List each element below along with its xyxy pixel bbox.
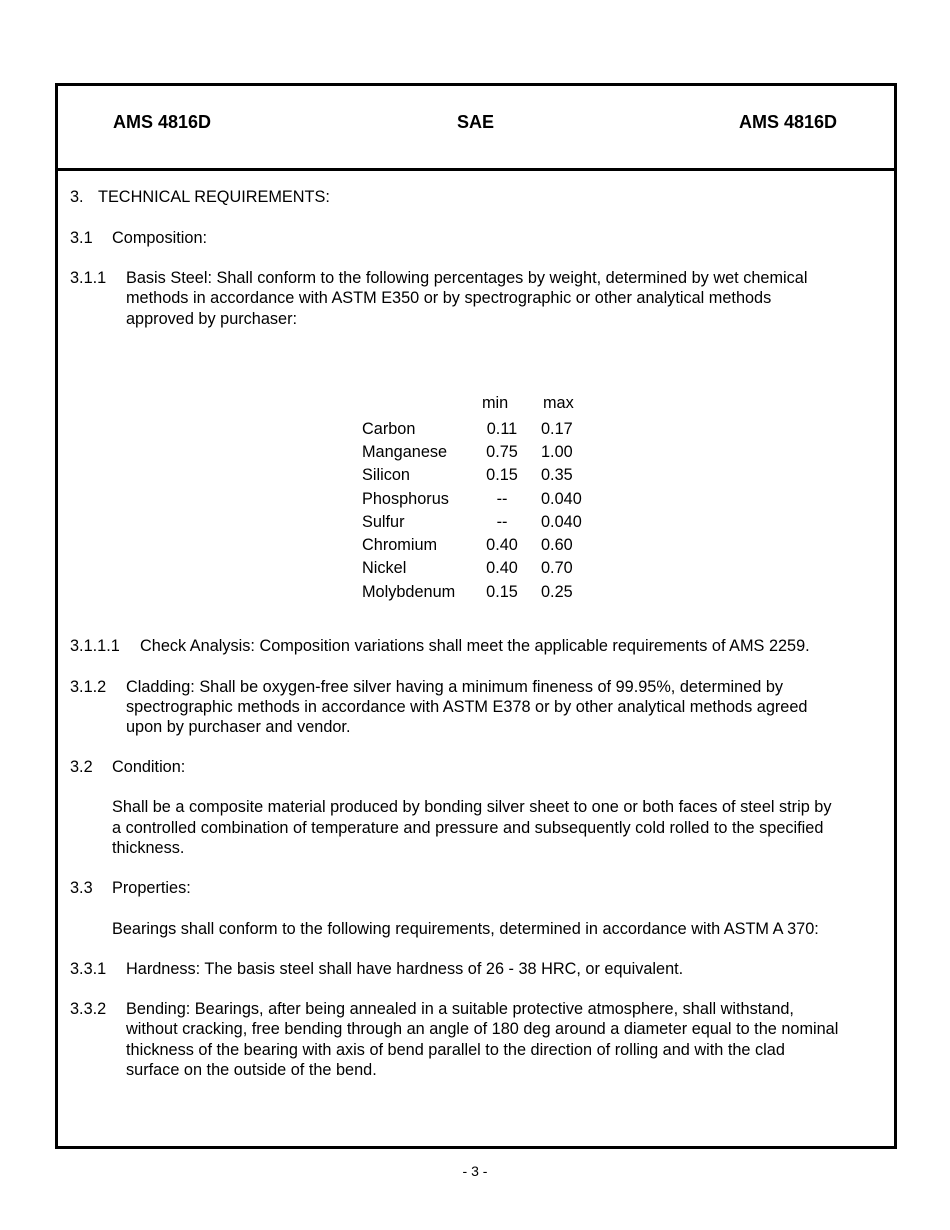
section-3-3-title: Properties:: [112, 879, 191, 897]
max-value: 0.25: [541, 583, 573, 601]
max-value: 0.040: [541, 490, 582, 508]
section-3-1-1-line-2: methods in accordance with ASTM E350 or by spectrographic or other analytical methods: [126, 289, 772, 307]
section-3-3-1-number: 3.3.1: [70, 960, 107, 978]
max-value: 0.70: [541, 559, 573, 577]
max-value: 1.00: [541, 443, 573, 461]
section-3-3-number: 3.3: [70, 879, 93, 897]
min-value: 0.15: [486, 583, 518, 601]
element-name: Manganese: [362, 443, 448, 461]
section-3-1-2-line-2: spectrographic methods in accordance with ASTM E378 or by other analytical methods agreed: [126, 698, 808, 716]
section-3-2-number: 3.2: [70, 758, 93, 776]
section-3-3-2-number: 3.3.2: [70, 1000, 107, 1018]
section-3-1-1-line-1: Basis Steel: Shall conform to the following percentages by weight, determined by wet chemical: [126, 269, 808, 287]
section-3-3-2-line-1: Bending: Bearings, after being annealed in a suitable protective atmosphere, shall withstand,: [126, 1000, 794, 1018]
element-name: Carbon: [362, 420, 416, 438]
section-3-1-1-number: 3.1.1: [70, 269, 107, 287]
min-value: 0.11: [486, 420, 518, 438]
element-name: Sulfur: [362, 513, 405, 531]
element-name: Silicon: [362, 466, 410, 484]
document-header: [58, 86, 894, 171]
section-3-3-intro: Bearings shall conform to the following requirements, determined in accordance with ASTM A 370:: [112, 920, 819, 938]
section-3-1-1-1-number: 3.1.1.1: [70, 637, 120, 655]
element-name: Molybdenum: [362, 583, 456, 601]
column-header-min: min: [482, 394, 509, 412]
section-3-1-1-line-3: approved by purchaser:: [126, 310, 298, 328]
min-value: --: [496, 490, 508, 508]
header-doc-id-right: AMS 4816D: [739, 112, 838, 132]
max-value: 0.040: [541, 513, 582, 531]
element-name: Chromium: [362, 536, 438, 554]
section-3-3-1-text: Hardness: The basis steel shall have hardness of 26 - 38 HRC, or equivalent.: [126, 960, 684, 978]
column-header-max: max: [543, 394, 574, 412]
section-3-title: TECHNICAL REQUIREMENTS:: [98, 188, 330, 206]
section-3-1-2-number: 3.1.2: [70, 678, 107, 696]
section-3-1-title: Composition:: [112, 229, 208, 247]
element-name: Phosphorus: [362, 490, 449, 508]
max-value: 0.60: [541, 536, 573, 554]
min-value: 0.40: [486, 559, 518, 577]
section-3-3-2-line-4: surface on the outside of the bend.: [126, 1061, 377, 1079]
header-publisher: SAE: [457, 112, 495, 132]
section-3-2-line-2: a controlled combination of temperature and pressure and subsequently cold rolled to the specified: [112, 819, 824, 837]
element-name: Nickel: [362, 559, 407, 577]
section-3-2-line-3: thickness.: [112, 839, 185, 857]
min-value: 0.15: [486, 466, 518, 484]
max-value: 0.17: [541, 420, 573, 438]
section-3-number: 3.: [70, 188, 84, 206]
section-3-1-number: 3.1: [70, 229, 93, 247]
min-value: 0.75: [486, 443, 518, 461]
page-number: - 3 -: [462, 1163, 488, 1179]
section-3-2-line-1: Shall be a composite material produced by bonding silver sheet to one or both faces of steel strip by: [112, 798, 832, 816]
section-3-1-1-1-text: Check Analysis: Composition variations shall meet the applicable requirements of AMS 2259.: [140, 637, 810, 655]
section-3-3-2-line-2: without cracking, free bending through an angle of 180 deg around a diameter equal to the nominal: [126, 1020, 839, 1038]
section-3-2-title: Condition:: [112, 758, 186, 776]
section-3-1-2-line-1: Cladding: Shall be oxygen-free silver having a minimum fineness of 99.95%, determined by: [126, 678, 784, 696]
min-value: --: [496, 513, 508, 531]
header-doc-id-left: AMS 4816D: [113, 112, 212, 132]
section-3-1-2-line-3: upon by purchaser and vendor.: [126, 718, 351, 736]
min-value: 0.40: [486, 536, 518, 554]
max-value: 0.35: [541, 466, 573, 484]
section-3-3-2-line-3: thickness of the bearing with axis of bend parallel to the direction of rolling and with the clad: [126, 1041, 785, 1059]
